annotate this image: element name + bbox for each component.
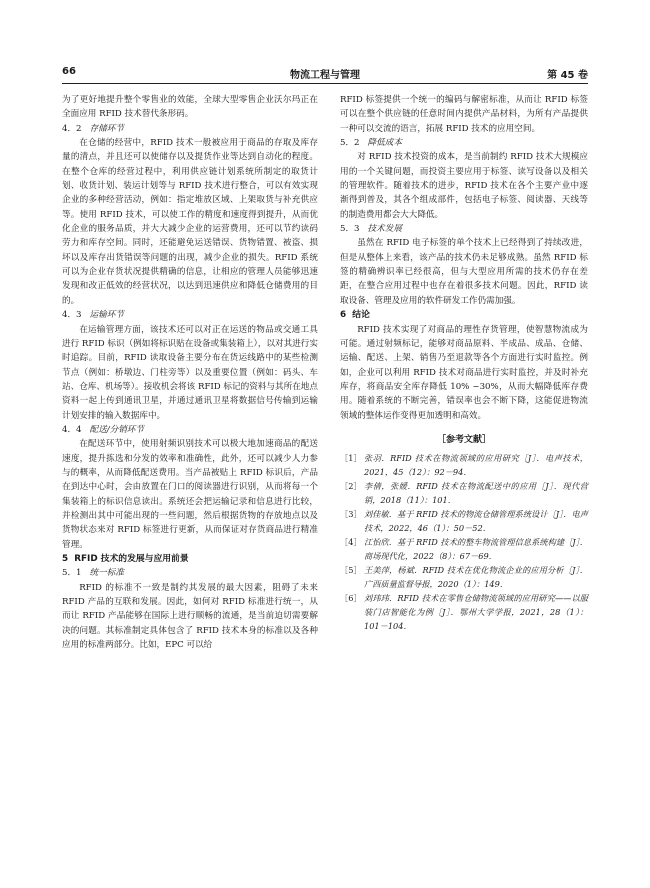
page-number: 66 xyxy=(62,66,76,77)
subsection-heading xyxy=(340,136,588,150)
reference-text: 江怡欣．基于 RFID 技术的整车物流管理信息系统构建［J］．商场现代化，2022（8）：67－69． xyxy=(364,537,588,562)
reference-text: 刘佳敏．基于 RFID 技术的物流仓储管理系统设计［J］．电声技术，2022，46（1）：50－52． xyxy=(364,509,588,534)
section-title: 运输环节 xyxy=(89,310,124,321)
subsection-heading xyxy=(62,566,318,580)
reference-number: ［6］ xyxy=(340,593,362,604)
section-title: 配送/分销环节 xyxy=(89,424,144,435)
reference-number: ［4］ xyxy=(340,537,362,548)
paragraph: 在运输管理方面，该技术还可以对正在运送的物品或交通工具进行 RFID 标识（例如将标识贴在设备或集装箱上），以对其进行实时追踪。目前，RFID 读取设备主要分布在货运线路中的某些检测节点（例如：桥墩边、门柱旁等）以及重要位置（例如：码头、车站、仓库、机场等）。接收机会将该 RFID 标记的资料与其所在地点资料一起上传到通讯卫星，并通过通讯卫星将数据信号传输到运输计划安排的输入数据库中。 xyxy=(62,324,318,421)
reference-item xyxy=(340,535,588,563)
section-number: 5 xyxy=(62,554,69,564)
reference-item xyxy=(340,507,588,535)
right-column xyxy=(340,93,588,633)
reference-text: 李倩，张媛．RFID 技术在物流配送中的应用［J］．现代营销，2018（11）：101． xyxy=(364,481,588,506)
reference-number: ［1］ xyxy=(340,453,362,464)
section-title: 存储环节 xyxy=(89,123,124,134)
paragraph: 为了更好地提升整个零售业的效能，全球大型零售企业沃尔玛正在全面应用 RFID 技术替代条形码。 xyxy=(62,95,318,120)
section-heading xyxy=(62,552,318,566)
reference-item xyxy=(340,563,588,591)
subsection-heading xyxy=(62,308,318,322)
volume-number: 第 45 卷 xyxy=(547,70,588,81)
reference-text: 张羽．RFID 技术在物流领域的应用研究［J］．电声技术，2021，45（12）：92－94． xyxy=(364,453,588,478)
header-rule xyxy=(62,83,588,84)
paragraph: 在仓储的经营中，RFID 技术一般被应用于商品的存取及库存量的清点，并且还可以使储存以及提货作业等达到自动化的程度。在整个仓库的经营过程中，利用供应链计划系统所制定的取货计划、收货计划、装运计划等与 RFID 技术进行整合，可以有效实现企业的多种经营活动，例如：指定堆放区域、上架取货与补充供应等。使用 RFID 技术，可以使工作的精度和速度得到提升，从而优化企业的服务品质，并大大减少企业的运营费用，还可以节约读码劳力和库存空间。同时，还能避免运送错误、货物错置、被盗、损坏以及库存出货错误等问题的出现，减少企业的损失。RFID 系统可以为企业存货状况提供精确的信息，让相应的管理人员能够迅速发现和改正低效的经营状况，以达到迅速供应和降低仓储费用的目的。 xyxy=(62,138,318,306)
section-heading xyxy=(340,308,588,322)
paragraph: 虽然在 RFID 电子标签的单个技术上已经得到了持续改进，但是从整体上来看，该产品的技术仍未足够成熟。虽然 RFID 标签的精确辨识率已经很高，但与大型应用所需的技术仍存在差距，在整合应用过程中也存在着很多技术问题。因此，RFID 读取设备、管理及应用的软件研发工作仍需加强。 xyxy=(340,238,588,306)
subsection-heading xyxy=(62,122,318,136)
section-number: 4．2 xyxy=(62,123,82,134)
section-number: 5．3 xyxy=(340,224,360,235)
section-number: 5．1 xyxy=(62,568,82,579)
section-title: RFID 技术的发展与应用前景 xyxy=(74,554,189,564)
paragraph: RFID 标签提供一个统一的编码与解密标准，从而让 RFID 标签可以在整个供应链的任意时间内提供产品材料，为所有产品提供一种可以交流的语言，拓展 RFID 技术的应用空间。 xyxy=(340,95,588,134)
reference-item xyxy=(340,479,588,507)
section-title: 技术发展 xyxy=(367,224,402,235)
running-header xyxy=(62,66,588,82)
reference-list xyxy=(340,451,588,633)
subsection-heading xyxy=(62,423,318,437)
reference-item xyxy=(340,451,588,479)
paragraph: 在配送环节中，使用射频识别技术可以极大地加速商品的配送速度，提升拣选和分发的效率和准确性，此外，还可以减少人力参与的概率，从而降低配送费用。当产品被贴上 RFID 标识后，产品在到达中心时，会由放置在门口的阅读器进行识别，从而将每一个集装箱上的标识信息读出。系统还会把运输记录和信息进行比较，并检测出其中可能出现的一些问题，然后根据货物的存放地点以及货物状态来对 RFID 标签进行更新，从而保证对存货商品进行精准管理。 xyxy=(62,439,318,550)
section-number: 4．4 xyxy=(62,424,82,435)
paragraph: RFID 技术实现了对商品的理性存货管理，使智慧物流成为可能。通过射频标记，能够对商品原料、半成品、成品、仓储、运输、配送、上架、销售乃至退款等各个方面进行实时监控。例如，企业可以利用 RFID 技术对商品进行实时监控，并及时补充库存，将商品安全库存降低 10% ~30%，从而大幅降低库存费用。随着系统的不断完善，错误率也会不断下降，这能促进物流领域的整体运作变得更加透明和高效。 xyxy=(340,324,588,421)
reference-text: 王美萍，杨斌．RFID 技术在优化物流企业的应用分析［J］．广西质量监督导报，2020（1）：149． xyxy=(364,565,588,590)
reference-item xyxy=(340,591,588,633)
journal-title: 物流工程与管理 xyxy=(290,70,360,81)
paragraph: RFID 的标准不一致是制约其发展的最大因素，阻碍了未来 RFID 产品的互联和发展。因此，如何对 RFID 标准进行统一，从而让 RFID 产品能够在国际上进行顺畅的流通，是当前迫切需要解决的问题。其标准制定具体包含了 RFID 技术本身的标准以及各种应用的标准两部分。比如，EPC 可以给 xyxy=(62,582,318,651)
section-title: 结论 xyxy=(352,310,370,321)
reference-number: ［3］ xyxy=(340,509,362,520)
reference-number: ［5］ xyxy=(340,565,362,576)
subsection-heading xyxy=(340,222,588,236)
left-column xyxy=(62,93,318,652)
reference-number: ［2］ xyxy=(340,481,362,492)
section-number: 5．2 xyxy=(340,138,360,149)
section-number: 4．3 xyxy=(62,310,82,321)
reference-text: 刘玮玮．RFID 技术在零售仓储物流领域的应用研究——以服装门店智能化为例［J］．鄂州大学学报，2021，28（1）：101－104． xyxy=(364,593,588,632)
paragraph: 对 RFID 技术投资的成本，是当前制约 RFID 技术大规模应用的一个关键问题，而投资主要应用于标签、读写设备以及相关的管理软件。随着技术的进步，RFID 技术在各个主要产业中逐渐得到普及，其各个组成部件，包括电子标签、阅读器、天线等的制造费用都会大大降低。 xyxy=(340,152,588,220)
section-title: 统一标准 xyxy=(89,568,124,579)
references-heading: ［参考文献］ xyxy=(436,434,491,445)
section-number: 6 xyxy=(340,310,347,321)
section-title: 降低成本 xyxy=(367,138,402,149)
